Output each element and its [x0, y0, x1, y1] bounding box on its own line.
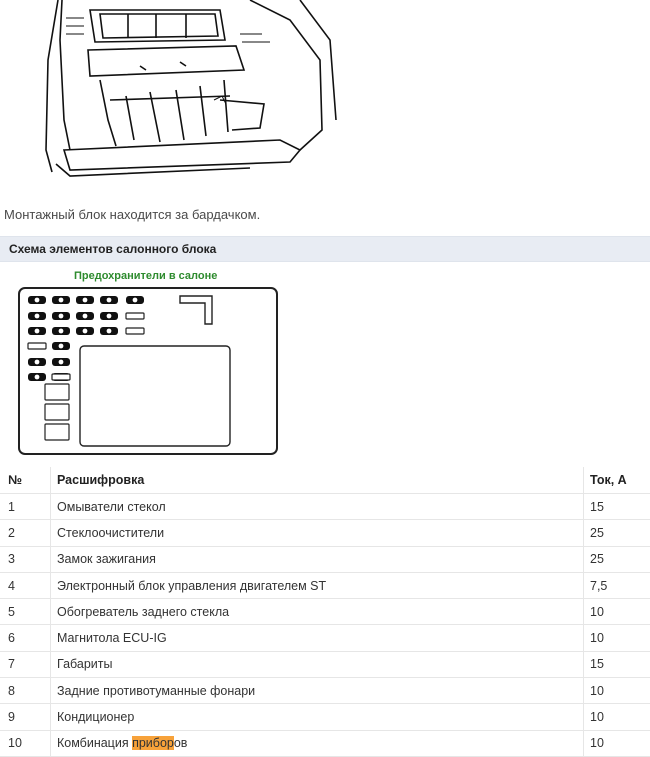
row-num: 5 [0, 599, 51, 625]
header-num: № [0, 467, 51, 494]
row-desc-suffix: ов [174, 736, 188, 750]
caption-text: Монтажный блок находится за бардачком. [4, 207, 260, 222]
diagram-title: Предохранители в салоне [74, 270, 217, 282]
section-header [0, 236, 650, 262]
table-row [0, 599, 650, 625]
table-row [0, 520, 650, 546]
table-row [0, 704, 650, 730]
row-amp: 25 [584, 520, 650, 546]
row-desc: Магнитола ECU-IG [51, 625, 584, 651]
row-desc: Кондиционер [51, 704, 584, 730]
row-num: 4 [0, 572, 51, 598]
section-header-title: Схема элементов салонного блока [9, 242, 216, 256]
row-desc: Омыватели стекол [51, 494, 584, 520]
row-desc: Задние противотуманные фонари [51, 678, 584, 704]
fuse-table [0, 467, 650, 757]
row-num: 9 [0, 704, 51, 730]
row-desc: Габариты [51, 651, 584, 677]
row-amp: 25 [584, 546, 650, 572]
row-desc: Замок зажигания [51, 546, 584, 572]
row-desc: Электронный блок управления двигателем ST [51, 572, 584, 598]
row-amp: 10 [584, 704, 650, 730]
row-amp: 10 [584, 599, 650, 625]
row-desc: Стеклоочистители [51, 520, 584, 546]
table-row [0, 546, 650, 572]
row-num: 8 [0, 678, 51, 704]
table-row [0, 730, 650, 756]
table-row [0, 625, 650, 651]
header-desc: Расшифровка [51, 467, 584, 494]
header-amp: Ток, А [584, 467, 650, 494]
row-num: 3 [0, 546, 51, 572]
search-highlight: прибор [132, 736, 174, 750]
table-row [0, 494, 650, 520]
row-desc [51, 730, 584, 756]
row-num: 1 [0, 494, 51, 520]
fuse-box-diagram [0, 262, 300, 462]
table-row [0, 678, 650, 704]
row-desc-prefix: Комбинация [57, 736, 132, 750]
dashboard-sketch [0, 0, 650, 190]
row-amp: 7,5 [584, 572, 650, 598]
row-amp: 15 [584, 494, 650, 520]
table-row [0, 572, 650, 598]
row-num: 6 [0, 625, 51, 651]
row-amp: 10 [584, 730, 650, 756]
table-row [0, 651, 650, 677]
row-num: 2 [0, 520, 51, 546]
row-num: 7 [0, 651, 51, 677]
row-amp: 10 [584, 678, 650, 704]
row-desc: Обогреватель заднего стекла [51, 599, 584, 625]
row-amp: 10 [584, 625, 650, 651]
row-amp: 15 [584, 651, 650, 677]
table-header-row [0, 467, 650, 494]
row-num: 10 [0, 730, 51, 756]
